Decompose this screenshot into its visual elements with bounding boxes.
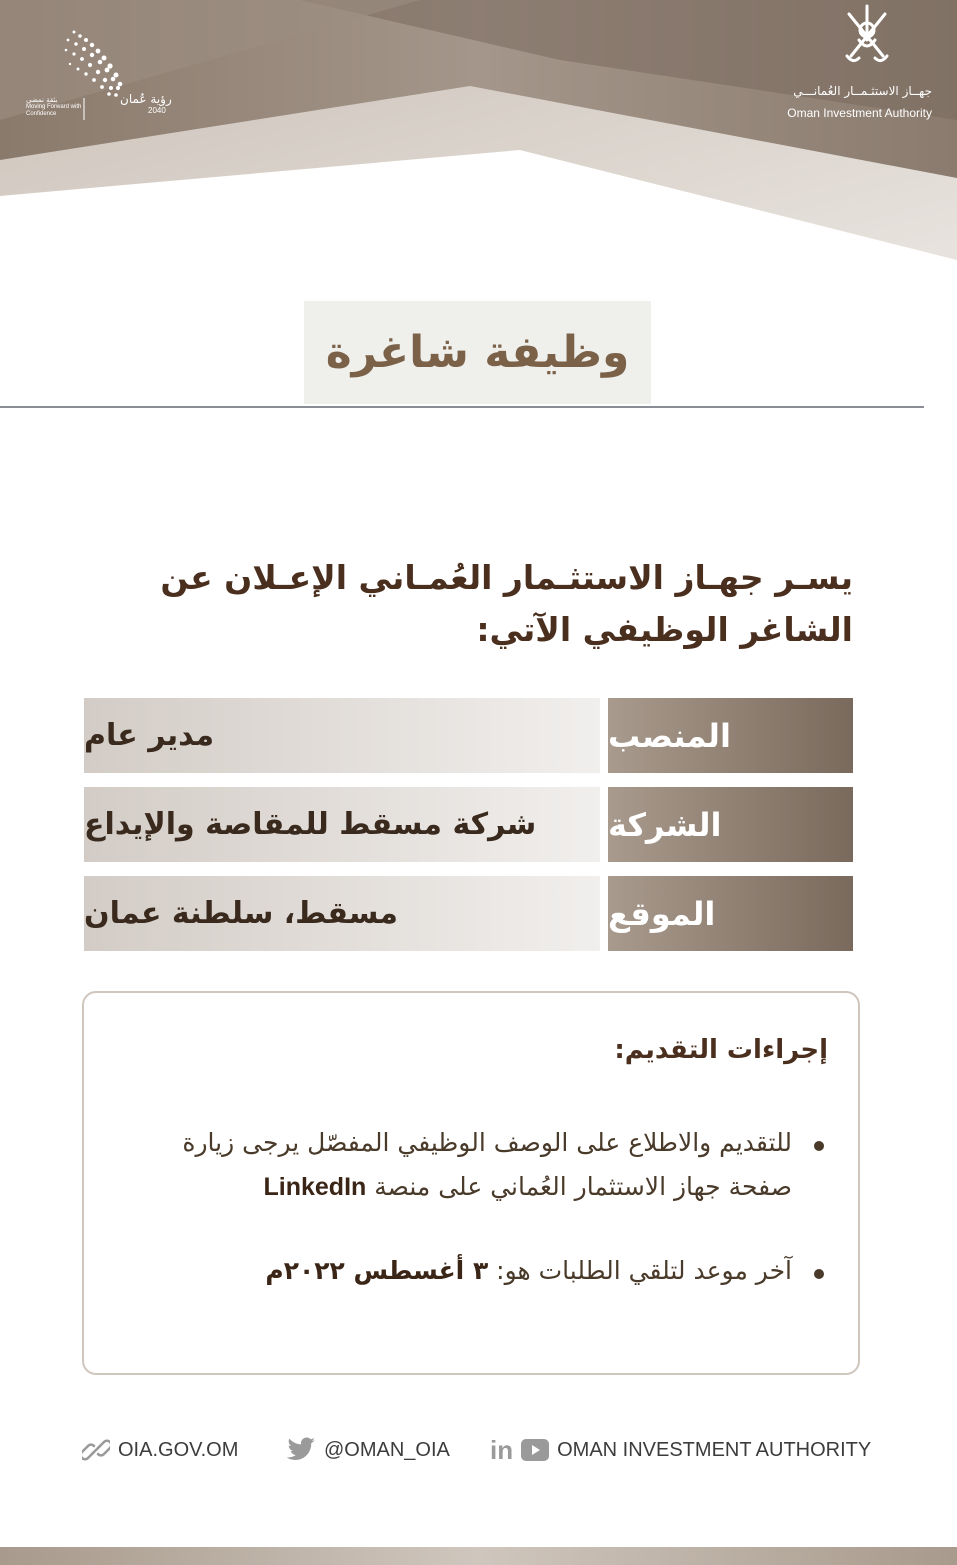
apply-procedures-box [82,991,860,1375]
vision-year: 2040 [148,106,166,115]
bullet-text: آخر موعد لتلقي الطلبات هو: [496,1256,792,1285]
detail-value: شركة مسقط للمقاصة والإيداع [84,787,600,862]
youtube-icon [521,1439,549,1461]
list-item [112,1121,832,1209]
org-name-arabic: جهــاز الاستثـمــار العُمانـــي [793,84,932,98]
bullet-icon [814,1141,824,1151]
footer [0,1430,957,1470]
deadline-date: ٣ أغسطس ٢٠٢٢م [265,1256,489,1285]
linkedin-icon: in [490,1434,514,1465]
detail-row-company [84,787,853,862]
social-links[interactable] [490,1430,871,1470]
detail-label: الموقع [608,876,853,951]
detail-value: مسقط، سلطنة عمان [84,876,600,951]
detail-value: مدير عام [84,698,600,773]
bottom-accent-bar [0,1547,957,1565]
social-account-name: OMAN INVESTMENT AUTHORITY [557,1438,872,1461]
link-icon [82,1436,110,1464]
vision-tagline-arabic: بثقة نمضي [26,96,58,104]
linkedin-platform[interactable]: LinkedIn [263,1173,367,1201]
twitter-handle: @OMAN_OIA [324,1438,450,1461]
intro-text: يسـر جهـاز الاستثـمار العُمـاني الإعـلان عن الشاغر الوظيفي الآتي: [160,558,853,649]
apply-title: إجراءات التقديم: [614,1035,828,1065]
apply-bullet-list [112,1121,832,1293]
detail-row-position [84,698,853,773]
bullet-icon [814,1269,824,1279]
list-item [112,1249,832,1293]
twitter-icon [286,1437,316,1463]
page-title: وظيفة شاغرة [325,327,630,378]
vision-name: رؤية عُمان [120,92,172,106]
detail-label: الشركة [608,787,853,862]
title-box [304,301,651,404]
bullet-text: للتقديم والاطلاع على الوصف الوظيفي المفصّل يرجى زيارة صفحة جهاز الاستثمار العُماني على منصة [182,1128,792,1201]
org-name-english: Oman Investment Authority [787,106,932,120]
title-divider [0,406,924,408]
website-text: OIA.GOV.OM [118,1438,239,1461]
vision-tagline-english: Moving Forward with Confidence [26,104,82,117]
twitter-link[interactable] [286,1430,450,1470]
detail-row-location [84,876,853,951]
website-link[interactable] [82,1430,238,1470]
oman-emblem-icon [839,0,895,68]
detail-label: المنصب [608,698,853,773]
